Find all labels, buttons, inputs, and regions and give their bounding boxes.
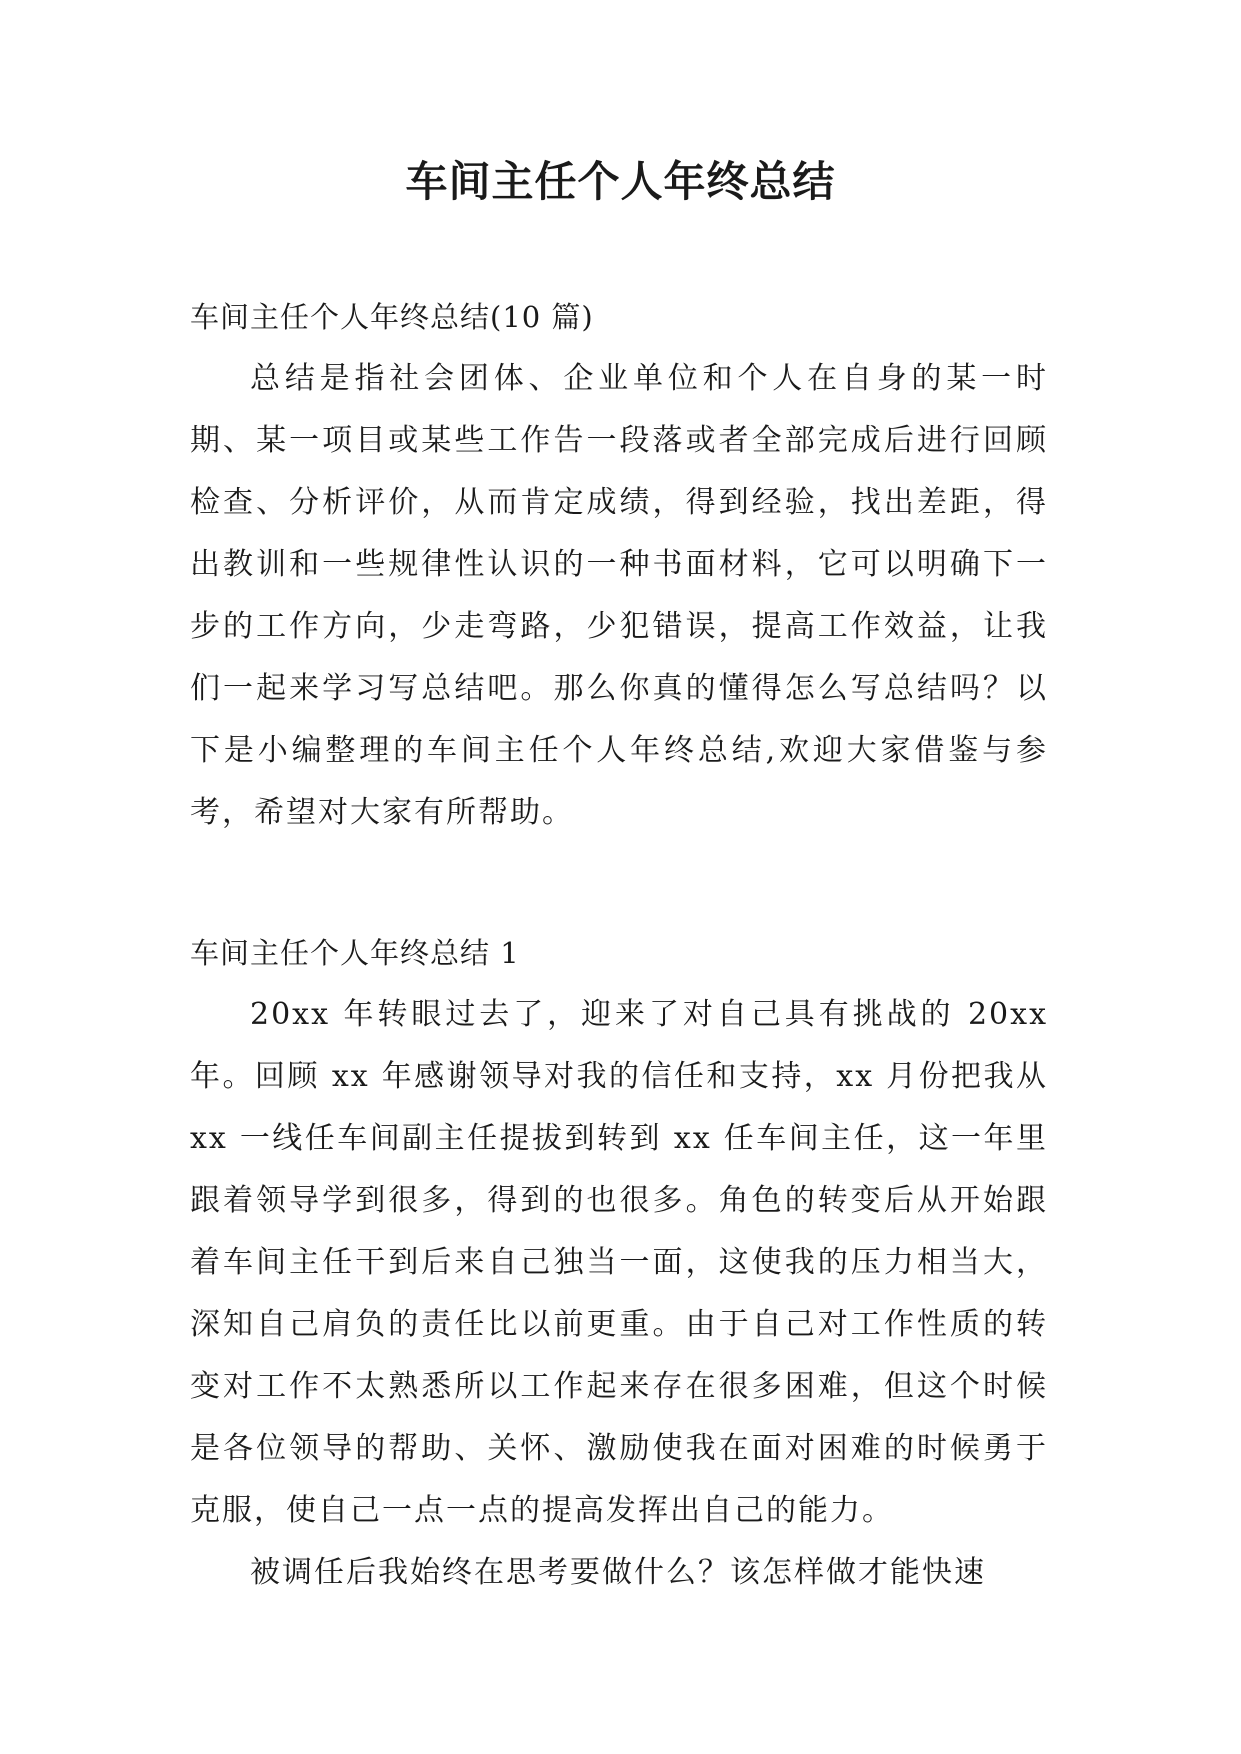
paragraph: 总结是指社会团体、企业单位和个人在自身的某一时期、某一项目或某些工作告一段落或者全部完成后进行回顾检查、分析评价，从而肯定成绩，得到经验，找出差距，得出教训和一些规律性认识的一种书面材料，它可以明确下一步的工作方向，少走弯路，少犯错误，提高工作效益，让我们一起来学习写总结吧。那么你真的懂得怎么写总结吗？以下是小编整理的车间主任个人年终总结,欢迎大家借鉴与参考，希望对大家有所帮助。 bbox=[190, 361, 1048, 830]
section-heading: 车间主任个人年终总结 1 bbox=[190, 936, 520, 970]
document-title: 车间主任个人年终总结 bbox=[405, 157, 836, 206]
section-heading: 车间主任个人年终总结(10 篇) bbox=[190, 300, 594, 334]
paragraph: 20xx 年转眼过去了，迎来了对自己具有挑战的 20xx 年。回顾 xx 年感谢领导对我的信任和支持，xx 月份把我从 xx 一线任车间副主任提拔到转到 xx 任车间主任，这一年里跟着领导学到很多，得到的也很多。角色的转变后从开始跟着车间主任干到后来自己独当一面，这使我的压力相当大，深知自己肩负的责任比以前更重。由于自己对工作性质的转变对工作不太熟悉所以工作起来存在很多困难，但这个时候是各位领导的帮助、关怀、激励使我在面对困难的时候勇于克服，使自己一点一点的提高发挥出自己的能力。 bbox=[190, 997, 1048, 1528]
section-summary-1 bbox=[190, 922, 1048, 1604]
section-intro bbox=[190, 286, 1048, 844]
paragraph: 被调任后我始终在思考要做什么？该怎样做才能快速 bbox=[250, 1555, 986, 1590]
